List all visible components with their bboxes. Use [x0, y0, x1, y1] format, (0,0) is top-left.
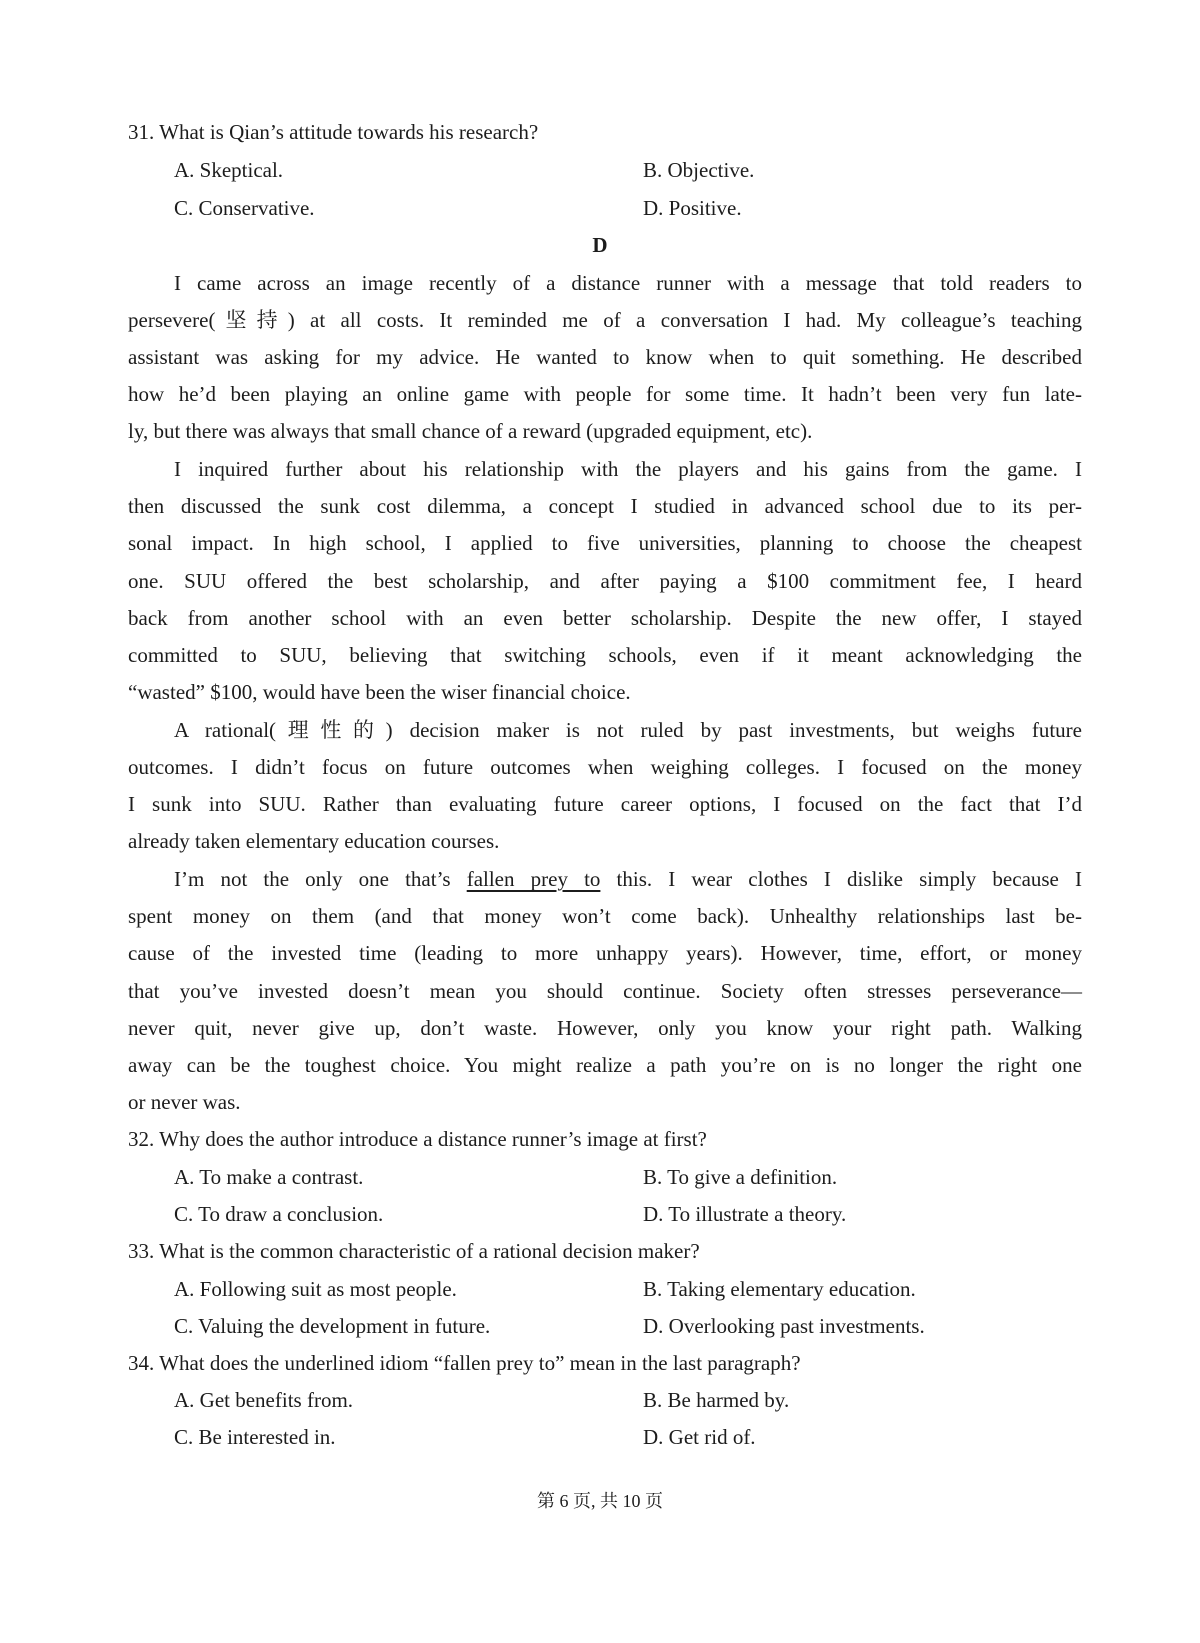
p4-line-1-pre: I’m not the only one that’s	[174, 867, 467, 891]
q31-option-b: B. Objective.	[643, 158, 755, 182]
p1-line-2: persevere(坚持) at all costs. It reminded me of a conversation I had. My colleague’s teaching	[128, 308, 1082, 332]
q33-option-a: A. Following suit as most people.	[174, 1277, 457, 1301]
p3-line-4: already taken elementary education courses.	[128, 829, 500, 853]
p4-line-2: spent money on them (and that money won’t come back). Unhealthy relationships last be-	[128, 904, 1082, 928]
q33-option-d: D. Overlooking past investments.	[643, 1314, 925, 1338]
page-number-footer: 第 6 页, 共 10 页	[537, 1491, 663, 1511]
q32-option-b: B. To give a definition.	[643, 1165, 838, 1189]
p2-line-4: one. SUU offered the best scholarship, and after paying a $100 commitment fee, I heard	[128, 569, 1082, 593]
underlined-idiom: fallen prey to	[466, 867, 601, 891]
p4-line-1	[174, 866, 1082, 892]
p1-line-1: I came across an image recently of a distance runner with a message that told readers to	[174, 271, 1082, 295]
q33-option-b: B. Taking elementary education.	[643, 1277, 916, 1301]
p3-line-1: A rational(理性的) decision maker is not ruled by past investments, but weighs future	[174, 718, 1082, 742]
p2-line-5: back from another school with an even better scholarship. Despite the new offer, I stayed	[128, 606, 1082, 630]
q32-option-a: A. To make a contrast.	[174, 1165, 364, 1189]
question-33: 33. What is the common characteristic of a rational decision maker?	[128, 1239, 700, 1263]
q31-option-a: A. Skeptical.	[174, 158, 284, 182]
p4-line-5: never quit, never give up, don’t waste. However, only you know your right path. Walking	[128, 1016, 1082, 1040]
section-heading: D	[592, 233, 608, 257]
question-34: 34. What does the underlined idiom “fallen prey to” mean in the last paragraph?	[128, 1351, 801, 1375]
p2-line-7: “wasted” $100, would have been the wiser financial choice.	[128, 680, 631, 704]
p4-line-1-post: this. I wear clothes I dislike simply because I	[600, 867, 1082, 891]
question-32: 32. Why does the author introduce a distance runner’s image at first?	[128, 1127, 707, 1151]
q32-option-c: C. To draw a conclusion.	[174, 1202, 384, 1226]
p3-line-2: outcomes. I didn’t focus on future outcomes when weighing colleges. I focused on the money	[128, 755, 1082, 779]
p1-line-4: how he’d been playing an online game with people for some time. It hadn’t been very fun late-	[128, 382, 1082, 406]
p2-line-6: committed to SUU, believing that switching schools, even if it meant acknowledging the	[128, 643, 1082, 667]
p4-line-4: that you’ve invested doesn’t mean you should continue. Society often stresses perseverance—	[128, 979, 1082, 1003]
p3-line-3: I sunk into SUU. Rather than evaluating future career options, I focused on the fact that I’d	[128, 792, 1082, 816]
p4-line-7: or never was.	[128, 1090, 241, 1114]
p4-line-3: cause of the invested time (leading to more unhappy years). However, time, effort, or money	[128, 941, 1082, 965]
p4-line-6: away can be the toughest choice. You might realize a path you’re on is no longer the right one	[128, 1053, 1082, 1077]
q33-option-c: C. Valuing the development in future.	[174, 1314, 491, 1338]
q31-option-d: D. Positive.	[643, 196, 742, 220]
question-31: 31. What is Qian’s attitude towards his research?	[128, 120, 539, 144]
q34-option-c: C. Be interested in.	[174, 1425, 336, 1449]
q34-option-b: B. Be harmed by.	[643, 1388, 790, 1412]
p2-line-3: sonal impact. In high school, I applied to five universities, planning to choose the cheapest	[128, 531, 1082, 555]
q31-option-c: C. Conservative.	[174, 196, 315, 220]
q32-option-d: D. To illustrate a theory.	[643, 1202, 847, 1226]
p1-line-3: assistant was asking for my advice. He wanted to know when to quit something. He described	[128, 345, 1082, 369]
q34-option-d: D. Get rid of.	[643, 1425, 756, 1449]
p2-line-2: then discussed the sunk cost dilemma, a concept I studied in advanced school due to its per-	[128, 494, 1082, 518]
p1-line-5: ly, but there was always that small chance of a reward (upgraded equipment, etc).	[128, 419, 813, 443]
q34-option-a: A. Get benefits from.	[174, 1388, 354, 1412]
p2-line-1: I inquired further about his relationship with the players and his gains from the game. I	[174, 457, 1082, 481]
